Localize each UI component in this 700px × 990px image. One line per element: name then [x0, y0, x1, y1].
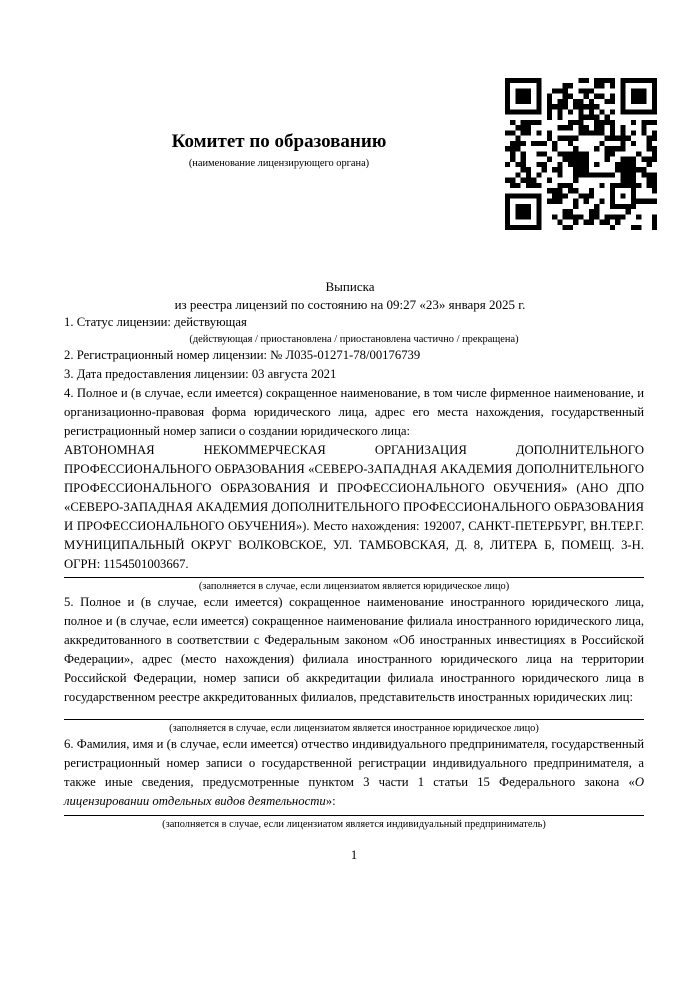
- document-title: [0, 278, 700, 313]
- individual-entrepreneur-intro: [64, 735, 644, 811]
- license-reg-number-line: 2. Регистрационный номер лицензии: № Л035-01271-78/00176739: [64, 348, 421, 362]
- legal-entity-divider: [64, 577, 644, 578]
- legal-entity-value: АВТОНОМНАЯ НЕКОММЕРЧЕСКАЯ ОРГАНИЗАЦИЯ ДОПОЛНИТЕЛЬНОГО ПРОФЕССИОНАЛЬНОГО ОБРАЗОВАНИЯ «СЕВЕРО-ЗАПАДНАЯ АКАДЕМИЯ ДОПОЛНИТЕЛЬНОГО ПРОФЕССИОНАЛЬНОГО ОБРАЗОВАНИЯ И ПРОФЕССИОНАЛЬНОГО ОБУЧЕНИЯ» (АНО ДПО «СЕВЕРО-ЗАПАДНАЯ АКАДЕМИЯ ДОПОЛНИТЕЛЬНОГО ПРОФЕССИОНАЛЬНОГО ОБРАЗОВАНИЯ И ПРОФЕССИОНАЛЬНОГО ОБУЧЕНИЯ»). Место нахождения: 192007, САНКТ-ПЕТЕРБУРГ, ВН.ТЕР.Г. МУНИЦИПАЛЬНЫЙ ОКРУГ ВОЛКОВСКОЕ, УЛ. ТАМБОВСКАЯ, Д. 8, ЛИТЕРА Б, ПОМЕЩ. 3-Н. ОГРН: 1154501003667.: [64, 443, 644, 571]
- law-title-italic: О лицензировании отдельных видов деятельности: [64, 775, 644, 808]
- foreign-entity-caption: (заполняется в случае, если лицензиатом является иностранное юридическое лицо): [169, 723, 539, 734]
- issuer-header: [64, 0, 494, 170]
- individual-intro-text: 6. Фамилия, имя и (в случае, если имеется) отчество индивидуального предпринимателя, государственный регистрационный номер записи о государственной регистрации индивидуального предпринимателя, а также иные сведения, предусмотренные пунктом 3 части 1 статьи 15 Федерального закона «: [64, 737, 644, 789]
- individual-entrepreneur-divider: [64, 815, 644, 816]
- license-status-line: 1. Статус лицензии: действующая: [64, 315, 247, 329]
- foreign-entity-divider: [64, 719, 644, 720]
- document-title-line1: Выписка: [325, 279, 375, 294]
- issuer-name: Комитет по образованию: [171, 131, 387, 152]
- issuer-caption: (наименование лицензирующего органа): [188, 158, 370, 169]
- foreign-entity-intro: 5. Полное и (в случае, если имеется) сокращенное наименование иностранного юридического лица, полное и (в случае, если имеется) сокращенное наименование филиала иностранного юридического лица, аккредитованного в соответствии с Федеральным законом «Об иностранных инвестициях в Российской Федерации», адрес (место нахождения) филиала иностранного юридического лица на территории Российской Федерации, номер записи об аккредитации филиала иностранного юридического лица в государственном реестре аккредитованных филиалов, представительств иностранных юридических лиц:: [64, 595, 644, 704]
- page-number: 1: [350, 848, 358, 862]
- qr-code-icon: [505, 78, 657, 230]
- document-title-line2: из реестра лицензий по состоянию на 09:27 «23» января 2025 г.: [174, 296, 526, 312]
- license-grant-date-line: 3. Дата предоставления лицензии: 03 августа 2021: [64, 367, 337, 381]
- license-status-options-caption: (действующая / приостановлена / приостановлена частично / прекращена): [189, 334, 519, 345]
- legal-entity-intro: 4. Полное и (в случае, если имеется) сокращенное наименование, в том числе фирменное наименование, и организационно-правовая форма юридического лица, адрес его места нахождения, государственный регистрационный номер записи о создании юридического лица:: [64, 386, 644, 438]
- individual-intro-suffix: »:: [325, 794, 336, 808]
- individual-entrepreneur-caption: (заполняется в случае, если лицензиатом является индивидуальный предприниматель): [162, 819, 546, 830]
- legal-entity-caption: (заполняется в случае, если лицензиатом является юридическое лицо): [198, 581, 510, 592]
- document-body: [64, 313, 644, 865]
